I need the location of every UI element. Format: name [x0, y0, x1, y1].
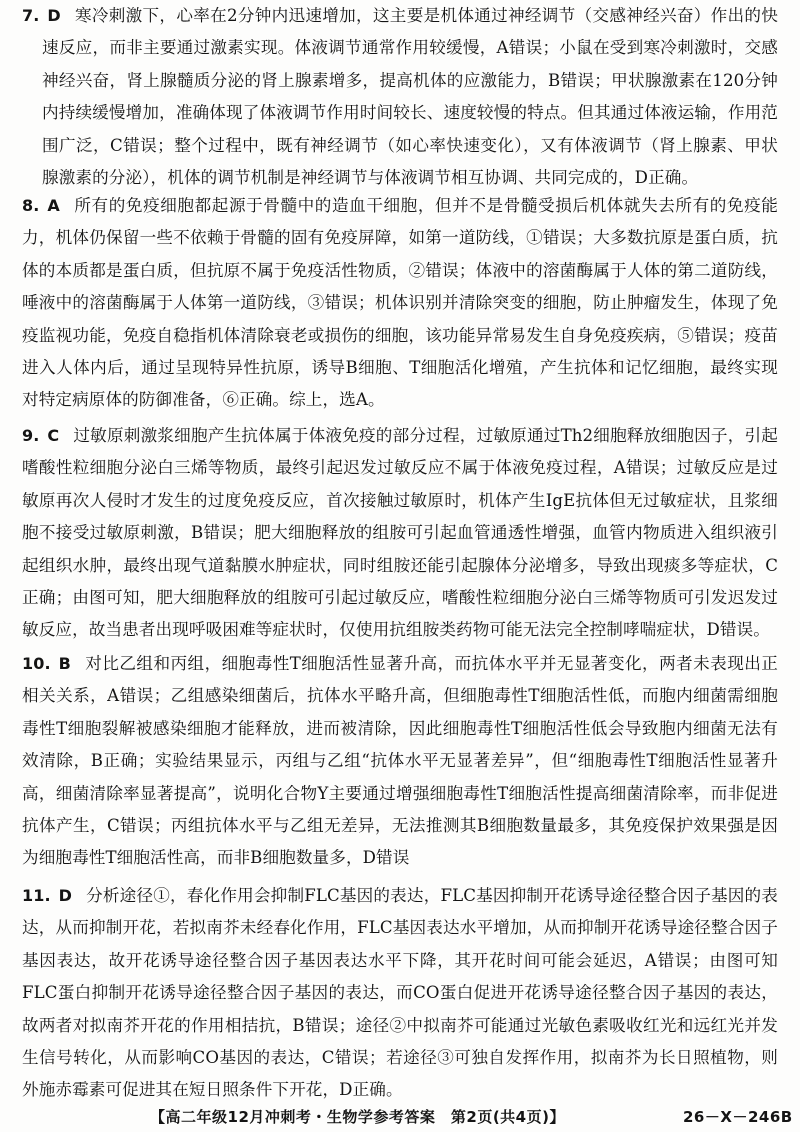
- explanation-text: 寒冷刺激下，心率在2分钟内迅速增加，这主要是机体通过神经调节（交感神经兴奋）作出的快速反应，而非主要通过激素实现。体液调节通常作用较缓慢，A错误；小鼠在受到寒冷刺激时，交感神经兴奋，肾上腺髓质分泌的肾上腺素增多，提高机体的应激能力，B错误；甲状腺激素在120分钟内持续缓慢增加，准确体现了体液调节作用时间较长、速度较慢的特点。但其通过体液运输，作用范围广泛，C错误；整个过程中，既有神经调节（如心率快速变化），又有体液调节（肾上腺素、甲状腺激素的分泌），机体的调节机制是神经调节与体液调节相互协调、共同完成的，D正确。: [42, 6, 778, 188]
- explanation-text: 所有的免疫细胞都起源于骨髓中的造血干细胞，但并不是骨髓受损后机体就失去所有的免疫能力，机体仍保留一些不依赖于骨髓的固有免疫屏障，如第一道防线，①错误；大多数抗原是蛋白质，抗体的本质都是蛋白质，但抗原不属于免疫活性物质，②错误；体液中的溶菌酶属于人体的第二道防线，唾液中的溶菌酶属于人体第一道防线，③错误；机体识别并清除突变的细胞，防止肿瘤发生，体现了免疫监视功能，免疫自稳指机体清除衰老或损伤的细胞，该功能异常易发生自身免疫疾病，⑤错误；疫苗进入人体内后，通过呈现特异性抗原，诱导B细胞、T细胞活化增殖，产生抗体和记忆细胞，最终实现对特定病原体的防御准备，⑥正确。综上，选A。: [22, 196, 778, 410]
- explanation-text: 分析途径①，春化作用会抑制FLC基因的表达，FLC基因抑制开花诱导途径整合因子基因的表达，从而抑制开花，若拟南芥未经春化作用，FLC基因表达水平增加，从而抑制开花诱导途径整合因子基因表达，故开花诱导途径整合因子基因表达水平下降，其开花时间可能会延迟，A错误；由图可知FLC蛋白抑制开花诱导途径整合因子基因的表达，而CO蛋白促进开花诱导途径整合因子基因的表达，故两者对拟南芥开花的作用相拮抗，B错误；途径②中拟南芥可能通过光敏色素吸收红光和远红光并发生信号转化，从而影响CO基因的表达，C错误；若途径③可独自发挥作用，拟南芥为长日照植物，则外施赤霉素可促进其在短日照条件下开花，D正确。: [22, 886, 778, 1100]
- footer-code: 26－X－246B: [683, 1108, 793, 1126]
- explanation-text: 对比乙组和丙组，细胞毒性T细胞活性显著升高，而抗体水平并无显著变化，两者未表现出正相关关系，A错误；乙组感染细菌后，抗体水平略升高，但细胞毒性T细胞活性低，而胞内细菌需细胞毒性T细胞裂解被感染细胞才能释放，进而被清除，因此细胞毒性T细胞活性低会导致胞内细菌无法有效清除，B正确；实验结果显示，丙组与乙组“抗体水平无显著差异”，但“细胞毒性T细胞活性显著升高，细菌清除率显著提高”，说明化合物Y主要通过增强细胞毒性T细胞活性提高细菌清除率，而非促进抗体产生，C错误；丙组抗体水平与乙组无差异，无法推测其B细胞数量最多，其免疫保护效果强是因为细胞毒性T细胞活性高，而非B细胞数量多，D错误: [22, 654, 778, 868]
- answer-item-9: [22, 420, 778, 647]
- question-number: 9.: [22, 426, 40, 445]
- question-number: 7.: [22, 6, 40, 25]
- footer-title: 【高二年级12月冲刺考・生物学参考答案 第2页(共4页)】: [150, 1108, 565, 1126]
- explanation-text: 过敏原刺激浆细胞产生抗体属于体液免疫的部分过程，过敏原通过Th2细胞释放细胞因子，引起嗜酸性粒细胞分泌白三烯等物质，最终引起迟发过敏反应不属于体液免疫过程，A错误；过敏反应是过敏原再次人侵时才发生的过度免疫反应，首次接触过敏原时，机体产生IgE抗体但无过敏症状，且浆细胞不接受过敏原刺激，B错误；肥大细胞释放的组胺可引起血管通透性增强，血管内物质进入组织液引起组织水肿，最终出现气道黏膜水肿症状，同时组胺还能引起腺体分泌增多，导致出现痰多等症状，C正确；由图可知，肥大细胞释放的组胺可引起过敏反应，嗜酸性粒细胞分泌白三烯等物质可引发迟发过敏反应，故当患者出现呼吸困难等症状时，仅使用抗组胺类药物可能无法完全控制哮喘症状，D错误。: [22, 426, 778, 640]
- question-number: 8.: [22, 196, 40, 215]
- answer-letter: D: [58, 886, 73, 905]
- answer-item-10: [22, 648, 778, 875]
- question-number: 11.: [22, 886, 51, 905]
- answer-letter: B: [58, 654, 71, 673]
- answer-item-11: [22, 880, 778, 1107]
- answer-letter: D: [47, 6, 61, 25]
- answer-item-8: [22, 190, 778, 417]
- question-number: 10.: [22, 654, 51, 673]
- answer-letter: C: [47, 426, 60, 445]
- answer-letter: A: [47, 196, 60, 215]
- answer-item-7: [22, 0, 778, 194]
- page-footer: [0, 1100, 800, 1132]
